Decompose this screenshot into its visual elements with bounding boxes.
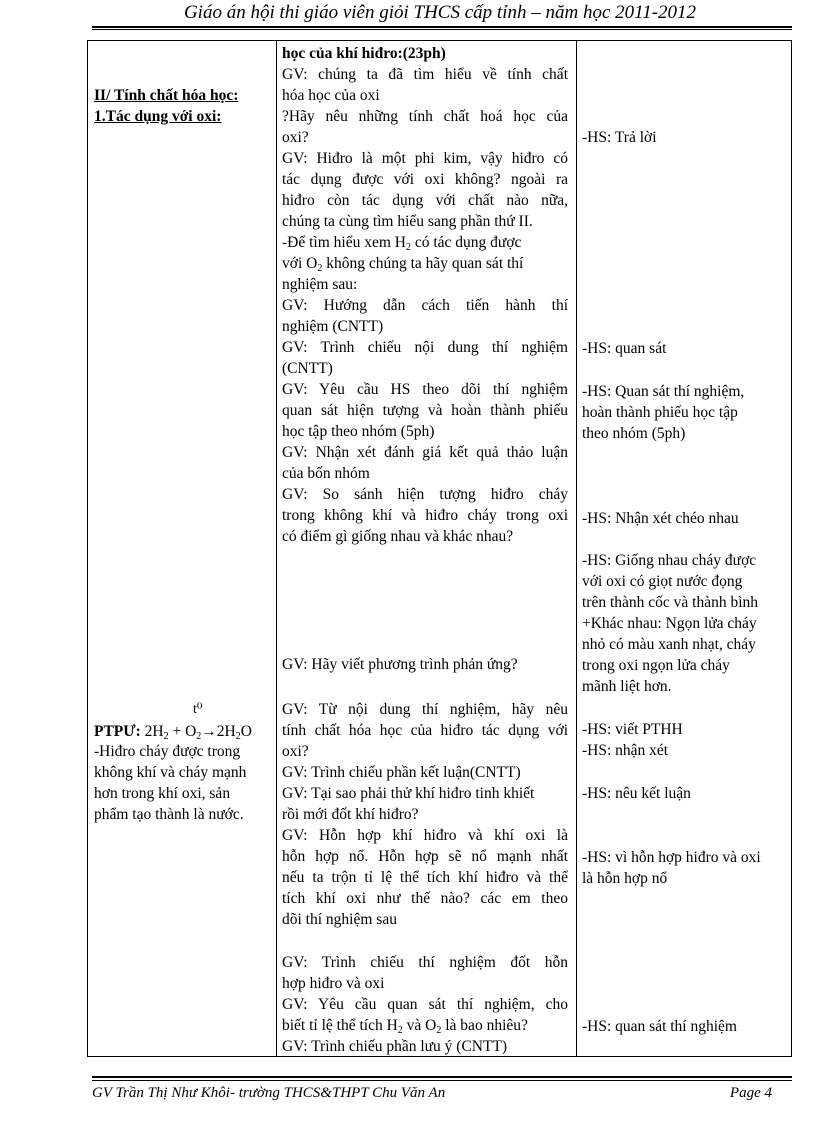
teacher-line: GV: Trình chiếu phần kết luận(CNTT): [282, 764, 521, 781]
teacher-line: GV: Hãy viết phương trình phản ứng?: [282, 656, 518, 673]
teacher-line: tính chất hóa học của hiđro tác dụng với: [282, 722, 568, 739]
teacher-line: hiđro còn tác dụng với chất nào nữa,: [282, 192, 568, 209]
teacher-line: hỗn hợp nổ. Hỗn hợp sẽ nổ mạnh nhất: [282, 848, 568, 865]
teacher-line: của bốn nhóm: [282, 465, 370, 482]
student-line: trên thành cốc và thành bình: [582, 594, 759, 611]
page-header: Giáo án hội thi giáo viên giỏi THCS cấp tỉnh – năm học 2011-2012: [183, 2, 697, 23]
teacher-line: học tập theo nhóm (5ph): [282, 423, 435, 440]
column-divider-1: [276, 41, 277, 1056]
teacher-line: với $O_2$ không chúng ta hãy quan sát thí: [282, 255, 524, 274]
student-line: theo nhóm (5ph): [582, 425, 686, 442]
student-line: trong oxi ngọn lửa cháy: [582, 657, 730, 674]
teacher-line: học của khí hiđro:(23ph): [282, 45, 446, 62]
student-line: -HS: Nhận xét chéo nhau: [582, 510, 739, 527]
lesson-table: [87, 40, 792, 1057]
conclusion-line-3: hơn trong khí oxi, sản: [94, 785, 231, 802]
student-line: -HS: viết PTHH: [582, 721, 683, 738]
teacher-line: GV: Trình chiếu nội dung thí nghiệm: [282, 339, 568, 356]
header-rule: [92, 26, 792, 28]
teacher-line: tích khí oxi như thế nào? các em theo: [282, 890, 568, 907]
conclusion-line-2: không khí và cháy mạnh: [94, 764, 247, 781]
teacher-line: hóa học của oxi: [282, 87, 380, 104]
student-line: -HS: vì hỗn hợp hiđro và oxi: [582, 849, 761, 866]
teacher-line: -Để tìm hiểu xem $H_2$ có tác dụng được: [282, 234, 522, 253]
teacher-line: GV: Yêu cầu HS theo dõi thí nghiệm: [282, 381, 568, 398]
teacher-line: GV: Trình chiếu thí nghiệm đốt hỗn: [282, 954, 568, 971]
conclusion-line-1: -Hiđro cháy được trong: [94, 743, 241, 760]
page-number: Page 4: [729, 1085, 772, 1101]
teacher-line: nếu ta trộn tỉ lệ thể tích khí hiđro và thể: [282, 869, 568, 886]
column-divider-2: [576, 41, 577, 1056]
teacher-line: nghiệm sau:: [282, 276, 358, 293]
teacher-line: oxi?: [282, 743, 309, 760]
teacher-line: chúng ta cùng tìm hiểu sang phần thứ II.: [282, 213, 533, 230]
student-line: với oxi có giọt nước đọng: [582, 573, 743, 590]
student-line: mãnh liệt hơn.: [582, 678, 672, 695]
student-line: -HS: nhận xét: [582, 742, 669, 759]
teacher-line: GV: Tại sao phải thử khí hiđro tinh khiết: [282, 785, 535, 802]
teacher-line: GV: Yêu cầu quan sát thí nghiệm, cho: [282, 996, 568, 1013]
student-line: -HS: quan sát: [582, 340, 667, 357]
teacher-line: có điểm gì giống nhau và khác nhau?: [282, 528, 514, 545]
teacher-line: tác dụng được với oxi không? ngoài ra: [282, 171, 568, 188]
teacher-line: biết tỉ lệ thể tích $H_2$ và $O_2$ là bao nhiêu?: [282, 1017, 528, 1036]
student-line: -HS: Quan sát thí nghiệm,: [582, 383, 745, 400]
conclusion-line-4: phẩm tạo thành là nước.: [94, 806, 244, 823]
teacher-line: hợp hiđro và oxi: [282, 975, 385, 992]
teacher-line: GV: Từ nội dung thí nghiệm, hãy nêu: [282, 701, 568, 718]
teacher-line: GV: chúng ta đã tìm hiểu về tính chất: [282, 66, 568, 83]
student-line: -HS: Trả lời: [582, 129, 657, 146]
student-line: -HS: nêu kết luận: [582, 785, 691, 802]
teacher-line: (CNTT): [282, 360, 333, 377]
student-line: nhỏ có màu xanh nhạt, cháy: [582, 636, 756, 653]
student-line: -HS: Giống nhau cháy được: [582, 552, 757, 569]
student-line: -HS: quan sát thí nghiệm: [582, 1018, 737, 1035]
teacher-line: oxi?: [282, 129, 309, 146]
teacher-line: GV: Hướng dẫn cách tiến hành thí: [282, 297, 568, 314]
teacher-line: quan sát hiện tượng và hoàn thành phiếu: [282, 402, 568, 419]
teacher-line: rồi mới đốt khí hiđro?: [282, 806, 419, 823]
footer-author: GV Trần Thị Như Khôi- trường THCS&THPT Chu Văn An: [92, 1085, 446, 1101]
student-line: hoàn thành phiếu học tập: [582, 404, 738, 421]
footer-rule-thin: [92, 1080, 792, 1081]
teacher-line: GV: So sánh hiện tượng hiđro cháy: [282, 486, 568, 503]
reaction-equation: PTPƯ: $2H_2 + O_2\to 2H_2O$: [94, 723, 252, 742]
teacher-line: dõi thí nghiệm sau: [282, 911, 397, 928]
teacher-line: ?Hãy nêu những tính chất hoá học của: [282, 108, 568, 125]
teacher-line: GV: Trình chiếu phần lưu ý (CNTT): [282, 1038, 508, 1055]
temperature-mark: t⁰: [193, 702, 203, 717]
footer-rule: [92, 1076, 792, 1078]
teacher-line: nghiệm (CNTT): [282, 318, 384, 335]
section-title: II/ Tính chất hóa học:: [94, 87, 239, 104]
student-line: là hỗn hợp nổ: [582, 870, 668, 887]
teacher-line: GV: Hiđro là một phi kim, vậy hiđro có: [282, 150, 568, 167]
teacher-line: GV: Hỗn hợp khí hiđro và khí oxi là: [282, 827, 568, 844]
teacher-line: GV: Nhận xét đánh giá kết quả thảo luận: [282, 444, 568, 461]
header-rule-thin: [92, 29, 792, 30]
student-line: +Khác nhau: Ngọn lửa cháy: [582, 615, 757, 632]
teacher-line: trong không khí và hiđro cháy trong oxi: [282, 507, 568, 524]
subsection-title: 1.Tác dụng với oxi:: [94, 108, 222, 125]
